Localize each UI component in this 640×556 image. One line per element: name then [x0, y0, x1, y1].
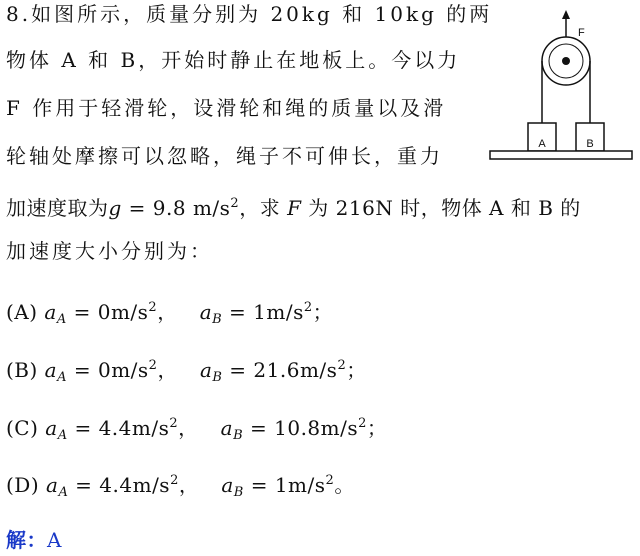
exponent: 2 [337, 358, 347, 373]
accel-value: = 21.6m/s [222, 358, 338, 382]
accel-subscript: A [56, 312, 67, 327]
terminator: ； [366, 416, 388, 440]
solution-answer: A [47, 528, 62, 552]
question-line-3: F 作用于轻滑轮，设滑轮和绳的质量以及滑 [6, 96, 447, 120]
accel-symbol: a [220, 416, 234, 440]
terminator: ； [346, 358, 367, 382]
force-label: F [578, 27, 585, 39]
exponent: 2 [148, 358, 158, 373]
exponent: 2 [325, 473, 335, 488]
terminator: 。 [334, 473, 355, 497]
block-b-label: B [586, 138, 594, 150]
accel-value: = 10.8m/s [243, 416, 359, 440]
question-line-1: 8.如图所示，质量分别为 20kg 和 10kg 的两 [6, 2, 493, 26]
g-symbol: g [108, 196, 122, 220]
accel-value: = 1m/s [243, 473, 326, 497]
pulley-diagram [488, 6, 636, 166]
option-b [6, 352, 367, 392]
accel-subscript: A [57, 428, 68, 443]
accel-subscript: B [212, 370, 223, 385]
separator: ， [178, 416, 199, 440]
option-label: (D) [6, 473, 40, 497]
accel-symbol: a [221, 473, 234, 497]
solution-label: 解： [6, 528, 47, 552]
option-d [6, 467, 355, 507]
g-exponent: 2 [230, 196, 240, 211]
accel-subscript: A [57, 370, 67, 385]
pulley-axle [562, 57, 570, 65]
question-line-6: 加速度大小分别为： [6, 239, 213, 263]
exponent: 2 [303, 300, 313, 315]
accel-value: = 4.4m/s [68, 473, 171, 497]
accel-value: = 1m/s [222, 300, 304, 324]
exponent: 2 [169, 416, 179, 431]
accel-value: = 0m/s [66, 300, 149, 324]
accel-value: = 4.4m/s [67, 416, 170, 440]
accel-symbol: a [44, 300, 57, 324]
option-a [6, 294, 333, 334]
F-symbol: F [287, 196, 302, 220]
terminator: ； [312, 300, 334, 324]
exponent: 2 [170, 473, 179, 488]
line5-mid: ，求 [239, 196, 288, 220]
exponent: 2 [358, 416, 367, 431]
accel-symbol: a [45, 416, 58, 440]
option-label: (B) [6, 358, 38, 382]
question-line-5 [6, 190, 581, 222]
floor [490, 151, 632, 159]
option-label: (A) [6, 300, 38, 324]
accel-subscript: B [233, 485, 244, 500]
line5-suffix: 为 216N 时，物体 A 和 B 的 [301, 196, 581, 220]
question-line-4: 轮轴处摩擦可以忽略，绳子不可伸长，重力 [6, 144, 443, 168]
exponent: 2 [148, 300, 158, 315]
option-label: (C) [6, 416, 39, 440]
solution-line [6, 526, 62, 554]
accel-symbol: a [199, 358, 213, 382]
accel-subscript: B [212, 312, 223, 327]
accel-subscript: A [58, 485, 69, 500]
accel-symbol: a [199, 300, 213, 324]
g-value: = 9.8 m/s [121, 196, 231, 220]
line5-prefix: 加速度取为 [6, 196, 109, 220]
force-arrowhead-icon [562, 10, 570, 19]
separator: ， [157, 358, 178, 382]
option-c [6, 410, 387, 450]
separator: ， [157, 300, 178, 324]
accel-symbol: a [44, 358, 58, 382]
separator: ， [178, 473, 200, 497]
accel-subscript: B [233, 428, 244, 443]
accel-value: = 0m/s [67, 358, 149, 382]
question-line-2: 物体 A 和 B，开始时静止在地板上。今以力 [6, 48, 461, 72]
block-a-label: A [538, 138, 546, 150]
accel-symbol: a [46, 473, 59, 497]
